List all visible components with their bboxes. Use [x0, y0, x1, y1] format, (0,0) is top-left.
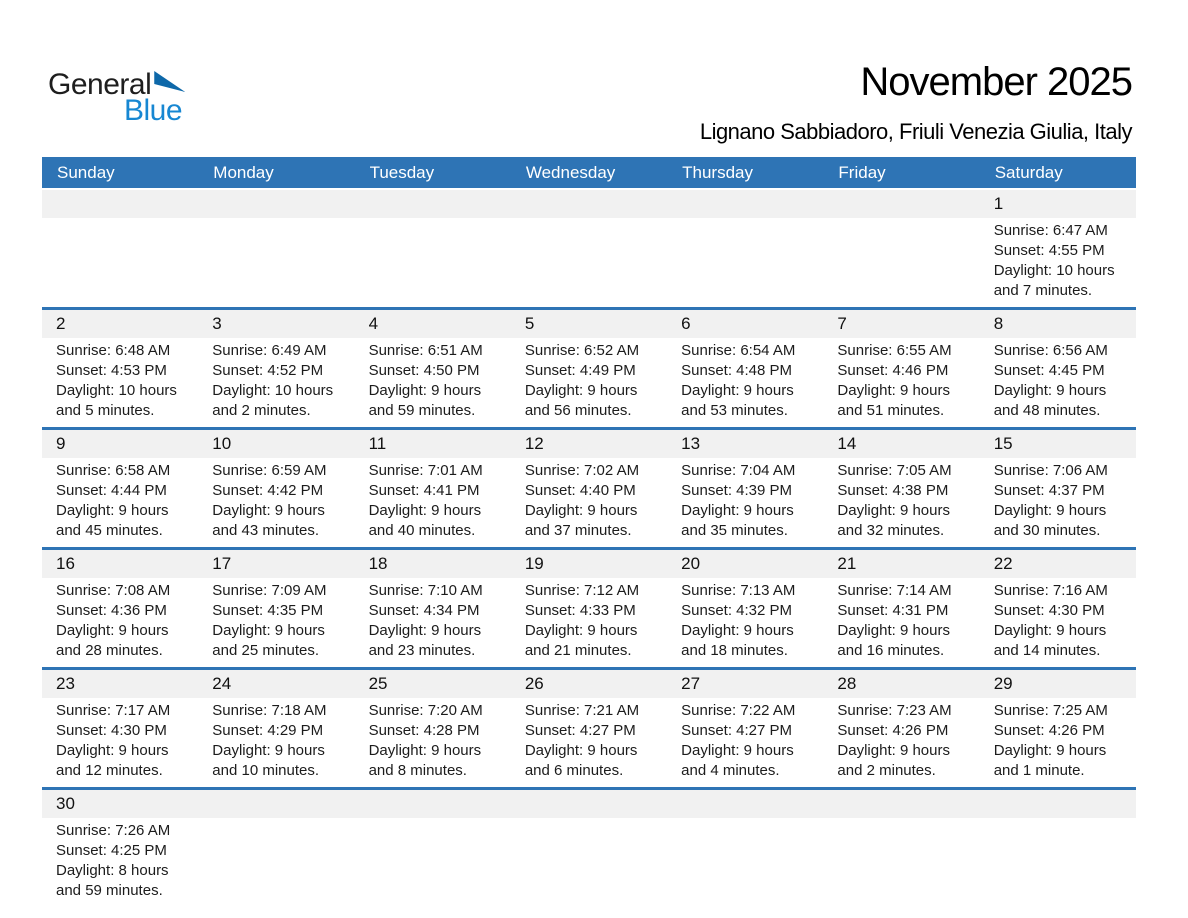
empty-day-cell [823, 790, 979, 907]
day-cell-body [980, 338, 1136, 427]
sunset-text: Sunset: 4:28 PM [368, 722, 480, 739]
day-cell [355, 550, 511, 667]
day-cell-body [42, 458, 198, 547]
day-number: 19 [511, 550, 667, 578]
sunrise-text: Sunrise: 7:25 AM [993, 702, 1108, 719]
weekday-label-tuesday: Tuesday [369, 162, 435, 182]
sunrise-text: Sunrise: 7:22 AM [681, 702, 796, 719]
sunrise-text: Sunrise: 7:01 AM [368, 462, 483, 479]
day-cell-body [823, 578, 979, 667]
day-cell-body [198, 698, 354, 787]
logo-text-general: General [48, 68, 152, 101]
day-cell-body [511, 698, 667, 787]
empty-day-cell [667, 790, 823, 907]
sunset-text: Sunset: 4:32 PM [681, 602, 793, 619]
empty-day-cell [198, 790, 354, 907]
sunset-text: Sunset: 4:52 PM [212, 362, 324, 379]
sunset-text: Sunset: 4:49 PM [524, 362, 636, 379]
day-number: 23 [42, 670, 198, 698]
date-strip [667, 190, 823, 218]
date-strip [355, 190, 511, 218]
sunrise-text: Sunrise: 7:20 AM [368, 702, 483, 719]
day-cell-body [198, 338, 354, 427]
empty-day-cell [511, 190, 667, 307]
day-number: 8 [980, 310, 1136, 338]
daylight-text: Daylight: 9 hours and 10 minutes. [212, 742, 325, 779]
daylight-text: Daylight: 9 hours and 56 minutes. [524, 382, 638, 419]
calendar-table [42, 157, 1136, 907]
sunset-text: Sunset: 4:25 PM [56, 842, 167, 859]
daylight-text: Daylight: 9 hours and 14 minutes. [993, 622, 1107, 659]
date-strip [42, 190, 198, 218]
weekday-label-friday: Friday [838, 162, 886, 182]
daylight-text: Daylight: 10 hours and 5 minutes. [56, 382, 177, 419]
sunrise-text: Sunrise: 6:47 AM [993, 222, 1108, 239]
day-cell [42, 670, 198, 787]
week-row [42, 190, 1136, 307]
day-number: 10 [198, 430, 354, 458]
calendar-weeks [42, 190, 1136, 907]
day-cell-body [42, 698, 198, 787]
daylight-text: Daylight: 9 hours and 48 minutes. [993, 382, 1107, 419]
day-cell [42, 430, 198, 547]
day-cell-body [823, 218, 979, 297]
day-cell [823, 310, 979, 427]
empty-day-cell [511, 790, 667, 907]
daylight-text: Daylight: 9 hours and 4 minutes. [681, 742, 794, 779]
sunset-text: Sunset: 4:31 PM [837, 602, 949, 619]
day-cell-body [198, 458, 354, 547]
day-cell-body [355, 578, 511, 667]
daylight-text: Daylight: 9 hours and 32 minutes. [837, 502, 950, 539]
logo-text-blue: Blue [124, 94, 183, 127]
day-cell [823, 670, 979, 787]
weekday-label-saturday: Saturday [994, 162, 1063, 182]
sunrise-text: Sunrise: 6:58 AM [56, 462, 171, 479]
day-cell-body [355, 818, 511, 897]
day-cell-body [42, 818, 198, 907]
sunset-text: Sunset: 4:29 PM [212, 722, 324, 739]
day-cell-body [667, 458, 823, 547]
daylight-text: Daylight: 9 hours and 30 minutes. [993, 502, 1107, 539]
sunset-text: Sunset: 4:53 PM [56, 362, 167, 379]
date-strip [198, 190, 354, 218]
day-cell-body [667, 338, 823, 427]
sunrise-text: Sunrise: 6:54 AM [681, 342, 796, 359]
day-number: 14 [823, 430, 979, 458]
daylight-text: Daylight: 9 hours and 25 minutes. [212, 622, 325, 659]
day-number: 26 [511, 670, 667, 698]
day-cell-body [355, 458, 511, 547]
day-number: 3 [198, 310, 354, 338]
day-cell-body [511, 818, 667, 897]
day-cell-body [980, 818, 1136, 897]
day-number: 15 [980, 430, 1136, 458]
date-strip [355, 790, 511, 818]
daylight-text: Daylight: 9 hours and 45 minutes. [56, 502, 169, 539]
day-number: 21 [823, 550, 979, 578]
daylight-text: Daylight: 9 hours and 1 minute. [993, 742, 1107, 779]
day-cell [980, 430, 1136, 547]
sunrise-text: Sunrise: 7:04 AM [681, 462, 796, 479]
sunrise-text: Sunrise: 6:48 AM [56, 342, 171, 359]
sunrise-text: Sunrise: 7:12 AM [524, 582, 640, 599]
day-cell [42, 550, 198, 667]
sunset-text: Sunset: 4:36 PM [56, 602, 167, 619]
sunset-text: Sunset: 4:34 PM [368, 602, 480, 619]
empty-day-cell [667, 190, 823, 307]
day-cell-body [823, 338, 979, 427]
daylight-text: Daylight: 9 hours and 51 minutes. [837, 382, 950, 419]
day-number: 1 [980, 190, 1136, 218]
day-number: 16 [42, 550, 198, 578]
day-number: 2 [42, 310, 198, 338]
week-row [42, 787, 1136, 907]
sunset-text: Sunset: 4:37 PM [993, 482, 1105, 499]
day-cell [42, 790, 198, 907]
day-cell-body [198, 818, 354, 897]
daylight-text: Daylight: 9 hours and 43 minutes. [212, 502, 325, 539]
daylight-text: Daylight: 9 hours and 16 minutes. [837, 622, 950, 659]
daylight-text: Daylight: 9 hours and 37 minutes. [524, 502, 638, 539]
page-subtitle: Lignano Sabbiadoro, Friuli Venezia Giulia, Italy [699, 119, 1132, 144]
logo-flag-triangle-icon [154, 71, 185, 92]
day-cell [980, 550, 1136, 667]
day-cell-body [511, 338, 667, 427]
day-cell [980, 310, 1136, 427]
week-row [42, 667, 1136, 787]
daylight-text: Daylight: 9 hours and 40 minutes. [368, 502, 482, 539]
sunrise-text: Sunrise: 7:10 AM [368, 582, 483, 599]
sunset-text: Sunset: 4:33 PM [524, 602, 636, 619]
sunrise-text: Sunrise: 7:08 AM [56, 582, 171, 599]
weekday-label-thursday: Thursday [682, 162, 754, 182]
sunset-text: Sunset: 4:50 PM [368, 362, 480, 379]
day-cell [980, 670, 1136, 787]
day-number: 18 [355, 550, 511, 578]
sunrise-text: Sunrise: 7:14 AM [837, 582, 952, 599]
day-cell-body [42, 218, 198, 297]
daylight-text: Daylight: 9 hours and 2 minutes. [837, 742, 950, 779]
sunset-text: Sunset: 4:27 PM [524, 722, 636, 739]
day-cell-body [980, 218, 1136, 307]
empty-day-cell [355, 190, 511, 307]
day-cell [667, 550, 823, 667]
day-cell [511, 430, 667, 547]
day-cell [355, 670, 511, 787]
day-cell [667, 310, 823, 427]
sunset-text: Sunset: 4:42 PM [212, 482, 324, 499]
sunrise-text: Sunrise: 7:16 AM [993, 582, 1108, 599]
day-cell-body [355, 218, 511, 297]
day-cell-body [355, 698, 511, 787]
daylight-text: Daylight: 9 hours and 23 minutes. [368, 622, 482, 659]
sunrise-text: Sunrise: 7:18 AM [212, 702, 327, 719]
day-cell [198, 550, 354, 667]
sunset-text: Sunset: 4:45 PM [993, 362, 1105, 379]
day-cell [667, 670, 823, 787]
sunset-text: Sunset: 4:41 PM [368, 482, 480, 499]
day-number: 27 [667, 670, 823, 698]
empty-day-cell [355, 790, 511, 907]
sunrise-text: Sunrise: 6:51 AM [368, 342, 483, 359]
sunset-text: Sunset: 4:39 PM [681, 482, 793, 499]
date-strip [511, 190, 667, 218]
day-cell [667, 430, 823, 547]
daylight-text: Daylight: 9 hours and 6 minutes. [524, 742, 638, 779]
daylight-text: Daylight: 9 hours and 12 minutes. [56, 742, 169, 779]
day-cell-body [823, 458, 979, 547]
day-cell [198, 430, 354, 547]
sunset-text: Sunset: 4:35 PM [212, 602, 324, 619]
day-cell-body [42, 578, 198, 667]
day-number: 30 [42, 790, 198, 818]
daylight-text: Daylight: 9 hours and 21 minutes. [524, 622, 638, 659]
day-number: 29 [980, 670, 1136, 698]
day-cell [980, 190, 1136, 307]
day-cell [511, 310, 667, 427]
sunrise-text: Sunrise: 7:26 AM [56, 822, 171, 839]
day-cell-body [198, 218, 354, 297]
page-title: November 2025 [860, 60, 1132, 104]
day-number: 22 [980, 550, 1136, 578]
date-strip [198, 790, 354, 818]
day-number: 20 [667, 550, 823, 578]
day-cell-body [667, 578, 823, 667]
sunset-text: Sunset: 4:38 PM [837, 482, 949, 499]
weekday-label-sunday: Sunday [57, 162, 115, 182]
day-cell-body [980, 698, 1136, 787]
empty-day-cell [42, 190, 198, 307]
day-number: 7 [823, 310, 979, 338]
day-cell-body [198, 578, 354, 667]
sunset-text: Sunset: 4:30 PM [993, 602, 1105, 619]
week-row [42, 307, 1136, 427]
daylight-text: Daylight: 9 hours and 59 minutes. [368, 382, 482, 419]
day-number: 4 [355, 310, 511, 338]
day-cell [42, 310, 198, 427]
daylight-text: Daylight: 9 hours and 53 minutes. [681, 382, 794, 419]
weekday-label-wednesday: Wednesday [525, 162, 616, 182]
day-cell-body [511, 218, 667, 297]
day-cell [355, 430, 511, 547]
sunrise-text: Sunrise: 7:09 AM [212, 582, 327, 599]
sunset-text: Sunset: 4:27 PM [681, 722, 793, 739]
sunset-text: Sunset: 4:46 PM [837, 362, 949, 379]
sunrise-text: Sunrise: 7:05 AM [837, 462, 952, 479]
day-cell-body [980, 458, 1136, 547]
daylight-text: Daylight: 9 hours and 35 minutes. [681, 502, 794, 539]
day-cell [198, 670, 354, 787]
sunrise-text: Sunrise: 7:23 AM [837, 702, 952, 719]
sunset-text: Sunset: 4:26 PM [837, 722, 949, 739]
sunset-text: Sunset: 4:40 PM [524, 482, 636, 499]
day-cell [823, 430, 979, 547]
sunrise-text: Sunrise: 7:13 AM [681, 582, 796, 599]
day-cell-body [667, 218, 823, 297]
day-cell [511, 670, 667, 787]
date-strip [823, 190, 979, 218]
sunset-text: Sunset: 4:26 PM [993, 722, 1105, 739]
day-cell-body [667, 818, 823, 897]
daylight-text: Daylight: 10 hours and 7 minutes. [993, 262, 1115, 299]
sunrise-text: Sunrise: 6:56 AM [993, 342, 1108, 359]
day-number: 25 [355, 670, 511, 698]
daylight-text: Daylight: 9 hours and 18 minutes. [681, 622, 794, 659]
day-cell-body [823, 818, 979, 897]
sunset-text: Sunset: 4:55 PM [993, 242, 1105, 259]
day-cell-body [42, 338, 198, 427]
day-cell-body [823, 698, 979, 787]
sunrise-text: Sunrise: 7:06 AM [993, 462, 1108, 479]
general-blue-logo [48, 70, 185, 126]
day-cell-body [980, 578, 1136, 667]
sunrise-text: Sunrise: 6:55 AM [837, 342, 952, 359]
sunrise-text: Sunrise: 6:49 AM [212, 342, 327, 359]
date-strip [511, 790, 667, 818]
daylight-text: Daylight: 10 hours and 2 minutes. [212, 382, 334, 419]
day-number: 28 [823, 670, 979, 698]
day-number: 17 [198, 550, 354, 578]
day-number: 9 [42, 430, 198, 458]
weekday-label-monday: Monday [213, 162, 274, 182]
week-row [42, 547, 1136, 667]
sunrise-text: Sunrise: 6:52 AM [524, 342, 640, 359]
day-number: 24 [198, 670, 354, 698]
empty-day-cell [198, 190, 354, 307]
sunrise-text: Sunrise: 7:02 AM [524, 462, 640, 479]
day-number: 13 [667, 430, 823, 458]
sunrise-text: Sunrise: 7:21 AM [524, 702, 640, 719]
sunset-text: Sunset: 4:48 PM [681, 362, 793, 379]
date-strip [667, 790, 823, 818]
day-cell [198, 310, 354, 427]
week-row [42, 427, 1136, 547]
empty-day-cell [823, 190, 979, 307]
day-cell-body [511, 458, 667, 547]
weekday-header-row [42, 157, 1136, 188]
daylight-text: Daylight: 8 hours and 59 minutes. [56, 862, 169, 899]
day-cell [355, 310, 511, 427]
empty-day-cell [980, 790, 1136, 907]
day-number: 11 [355, 430, 511, 458]
daylight-text: Daylight: 9 hours and 28 minutes. [56, 622, 169, 659]
date-strip [823, 790, 979, 818]
sunset-text: Sunset: 4:30 PM [56, 722, 167, 739]
day-number: 5 [511, 310, 667, 338]
day-cell [511, 550, 667, 667]
date-strip [980, 790, 1136, 818]
sunrise-text: Sunrise: 6:59 AM [212, 462, 327, 479]
daylight-text: Daylight: 9 hours and 8 minutes. [368, 742, 482, 779]
day-cell [823, 550, 979, 667]
day-number: 12 [511, 430, 667, 458]
sunset-text: Sunset: 4:44 PM [56, 482, 167, 499]
day-number: 6 [667, 310, 823, 338]
day-cell-body [511, 578, 667, 667]
day-cell-body [667, 698, 823, 787]
day-cell-body [355, 338, 511, 427]
sunrise-text: Sunrise: 7:17 AM [56, 702, 171, 719]
